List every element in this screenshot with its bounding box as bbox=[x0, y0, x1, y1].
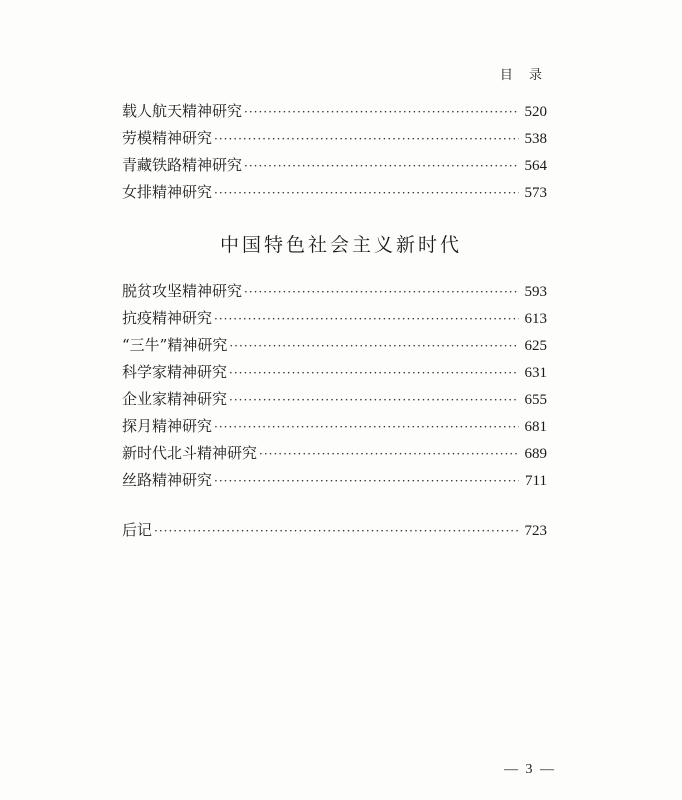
toc-leader-dots bbox=[154, 518, 518, 545]
toc-entry-page: 564 bbox=[524, 158, 547, 174]
toc-entry bbox=[122, 517, 547, 544]
toc-entry-page: 681 bbox=[524, 419, 547, 435]
toc-entry-page: 573 bbox=[524, 185, 547, 201]
toc-entry bbox=[122, 305, 547, 332]
toc-entry bbox=[122, 98, 547, 125]
toc-entry bbox=[122, 332, 547, 359]
toc-leader-dots bbox=[244, 279, 518, 306]
section-heading: 中国特色社会主义新时代 bbox=[219, 234, 462, 256]
toc-entry-page: 593 bbox=[524, 284, 547, 300]
toc-group-1 bbox=[122, 98, 547, 206]
toc-entry-title: 丝路精神研究 bbox=[122, 471, 213, 489]
toc-entry bbox=[122, 152, 547, 179]
toc-entry-page: 538 bbox=[524, 131, 547, 147]
toc-entry-title: “三牛”精神研究 bbox=[122, 336, 228, 354]
toc-entry-page: 655 bbox=[524, 392, 547, 408]
toc-entry bbox=[122, 278, 547, 305]
toc-entry bbox=[122, 467, 547, 494]
toc-entry bbox=[122, 386, 547, 413]
toc-leader-dots bbox=[229, 387, 518, 414]
toc-leader-dots bbox=[229, 360, 518, 387]
toc-entry-title: 探月精神研究 bbox=[122, 417, 213, 435]
toc-entry-title: 抗疫精神研究 bbox=[122, 309, 213, 327]
toc-leader-dots bbox=[214, 468, 519, 495]
toc-leader-dots bbox=[259, 441, 518, 468]
toc-entry-title: 青藏铁路精神研究 bbox=[122, 156, 243, 174]
toc-afterword bbox=[122, 517, 547, 544]
running-head: 目 录 bbox=[499, 68, 548, 83]
toc-leader-dots bbox=[229, 333, 518, 360]
toc-leader-dots bbox=[244, 99, 518, 126]
page-number: — 3 — bbox=[504, 762, 556, 777]
toc-entry bbox=[122, 359, 547, 386]
toc-entry-page: 631 bbox=[524, 365, 547, 381]
toc-entry-title: 载人航天精神研究 bbox=[122, 102, 243, 120]
toc-entry-title: 女排精神研究 bbox=[122, 183, 213, 201]
toc-leader-dots bbox=[214, 180, 518, 207]
toc-group-2 bbox=[122, 278, 547, 494]
toc-entry-page: 613 bbox=[524, 311, 547, 327]
toc-entry bbox=[122, 413, 547, 440]
toc-entry-title: 企业家精神研究 bbox=[122, 390, 228, 408]
toc-entry-page: 625 bbox=[524, 338, 547, 354]
toc-entry-page: 689 bbox=[524, 446, 547, 462]
toc-leader-dots bbox=[214, 306, 518, 333]
toc-entry-title: 劳模精神研究 bbox=[122, 129, 213, 147]
toc-entry-page: 520 bbox=[524, 104, 547, 120]
toc-entry bbox=[122, 179, 547, 206]
toc-entry-title: 脱贫攻坚精神研究 bbox=[122, 282, 243, 300]
toc-entry bbox=[122, 125, 547, 152]
toc-leader-dots bbox=[244, 153, 518, 180]
toc-entry bbox=[122, 440, 547, 467]
toc-entry-title: 科学家精神研究 bbox=[122, 363, 228, 381]
toc-entry-title: 后记 bbox=[122, 521, 153, 539]
toc-entry-page: 723 bbox=[524, 523, 547, 539]
toc-leader-dots bbox=[214, 126, 518, 153]
toc-entry-page: 711 bbox=[525, 473, 547, 489]
toc-leader-dots bbox=[214, 414, 518, 441]
toc-entry-title: 新时代北斗精神研究 bbox=[122, 444, 258, 462]
